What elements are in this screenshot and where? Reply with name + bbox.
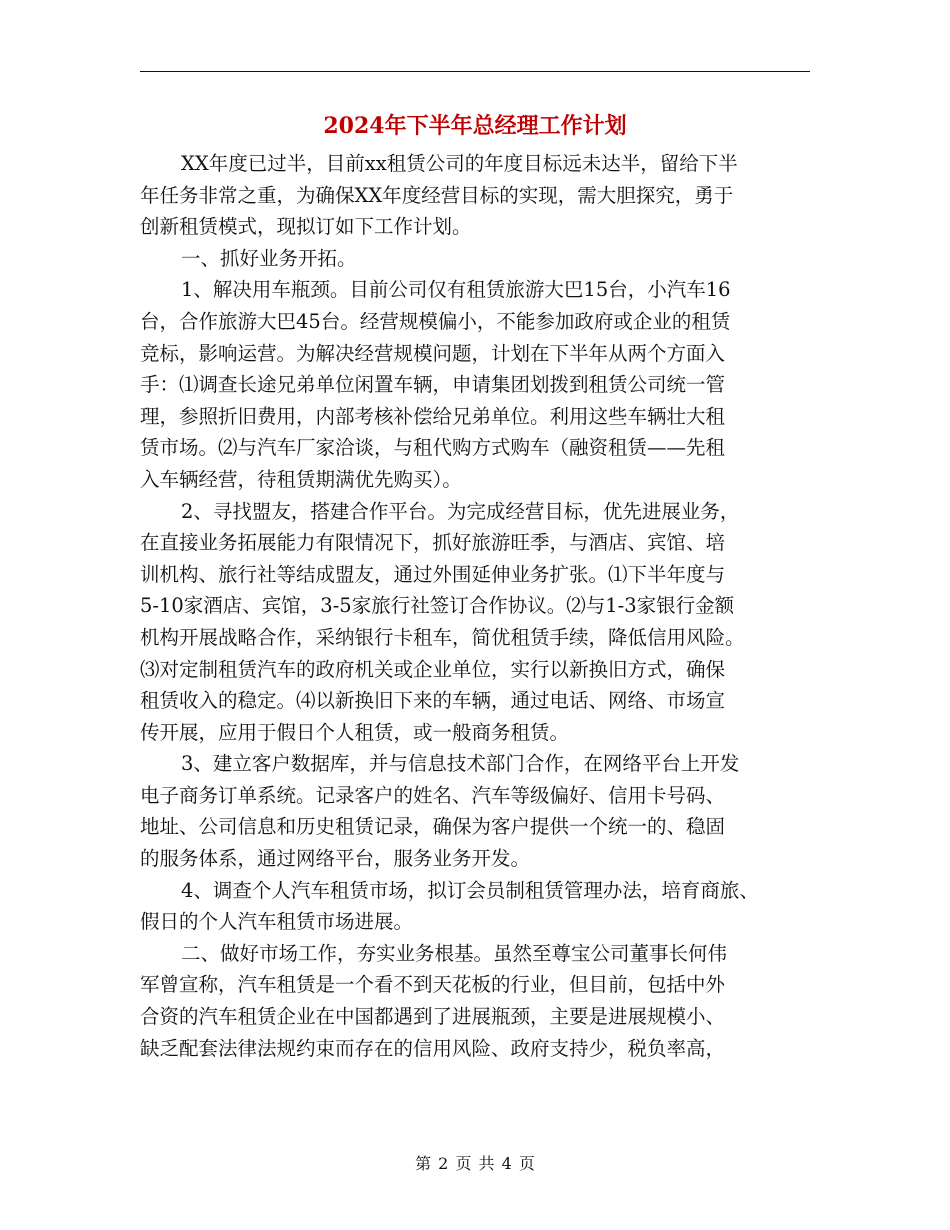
text-line: 二、做好市场工作，夯实业务根基。虽然至尊宝公司董事长何伟 (181, 941, 728, 965)
text-line: 合资的汽车租赁企业在中国都遇到了进展瓶颈，主要是进展规模小、 (140, 1005, 726, 1029)
page-footer: 第 2 页 共 4 页 (415, 1154, 535, 1173)
text-line: 入车辆经营，待租赁期满优先购买）。 (140, 467, 462, 491)
text-line: 台，合作旅游大巴45台。经营规模偏小，不能参加政府或企业的租赁 (140, 309, 731, 333)
text-line: ⑶对定制租赁汽车的政府机关或企业单位，实行以新换旧方式，确保 (140, 657, 726, 681)
text-line: 手：⑴调查长途兄弟单位闲置车辆，申请集团划拨到租赁公司统一管 (140, 373, 726, 397)
text-line: 竞标，影响运营。为解决经营规模问题，计划在下半年从两个方面入 (140, 341, 726, 365)
text-line: 4、调查个人汽车租赁市场，拟订会员制租赁管理办法，培育商旅、 (181, 878, 759, 902)
text-line: 传开展，应用于假日个人租赁，或一般商务租赁。 (140, 720, 570, 744)
text-line: 假日的个人汽车租赁市场进展。 (140, 910, 414, 934)
text-line: 5-10家酒店、宾馆，3-5家旅行社签订合作协议。⑵与1-3家银行金额 (140, 594, 735, 618)
text-line: 地址、公司信息和历史租赁记录，确保为客户提供一个统一的、稳固 (140, 815, 726, 839)
text-line: 理，参照折旧费用，内部考核补偿给兄弟单位。利用这些车辆壮大租 (140, 404, 726, 428)
text-line: 训机构、旅行社等结成盟友，通过外围延伸业务扩张。⑴下半年度与 (140, 562, 726, 586)
header-rule (140, 71, 810, 72)
text-line: 创新租赁模式，现拟订如下工作计划。 (140, 215, 472, 239)
text-line: 租赁收入的稳定。⑷以新换旧下来的车辆，通过电话、网络、市场宣 (140, 689, 726, 713)
text-line: 缺乏配套法律法规约束而存在的信用风险、政府支持少，税负率高， (140, 1036, 726, 1060)
text-line: 赁市场。⑵与汽车厂家洽谈，与租代购方式购车（融资租赁——先租 (140, 436, 726, 460)
text-line: 军曾宣称，汽车租赁是一个看不到天花板的行业，但目前，包括中外 (140, 973, 726, 997)
text-line: 1、解决用车瓶颈。目前公司仅有租赁旅游大巴15台，小汽车16 (181, 278, 731, 302)
text-line: 年任务非常之重，为确保XX年度经营目标的实现，需大胆探究，勇于 (140, 183, 734, 207)
text-line: 在直接业务拓展能力有限情况下，抓好旅游旺季，与酒店、宾馆、培 (140, 531, 726, 555)
text-line: 机构开展战略合作，采纳银行卡租车，简优租赁手续，降低信用风险。 (140, 625, 745, 649)
document-body (140, 148, 812, 1064)
text-line: 电子商务订单系统。记录客户的姓名、汽车等级偏好、信用卡号码、 (140, 783, 726, 807)
text-line: 的服务体系，通过网络平台，服务业务开发。 (140, 847, 531, 871)
text-line: 一、抓好业务开拓。 (181, 246, 357, 270)
document-title: 2024年下半年总经理工作计划 (323, 113, 627, 139)
text-line: 3、建立客户数据库，并与信息技术部门合作，在网络平台上开发 (181, 752, 740, 776)
text-line: 2、寻找盟友，搭建合作平台。为完成经营目标，优先进展业务， (181, 499, 740, 523)
text-line: XX年度已过半，目前xx租赁公司的年度目标远未达半，留给下半 (181, 152, 738, 175)
